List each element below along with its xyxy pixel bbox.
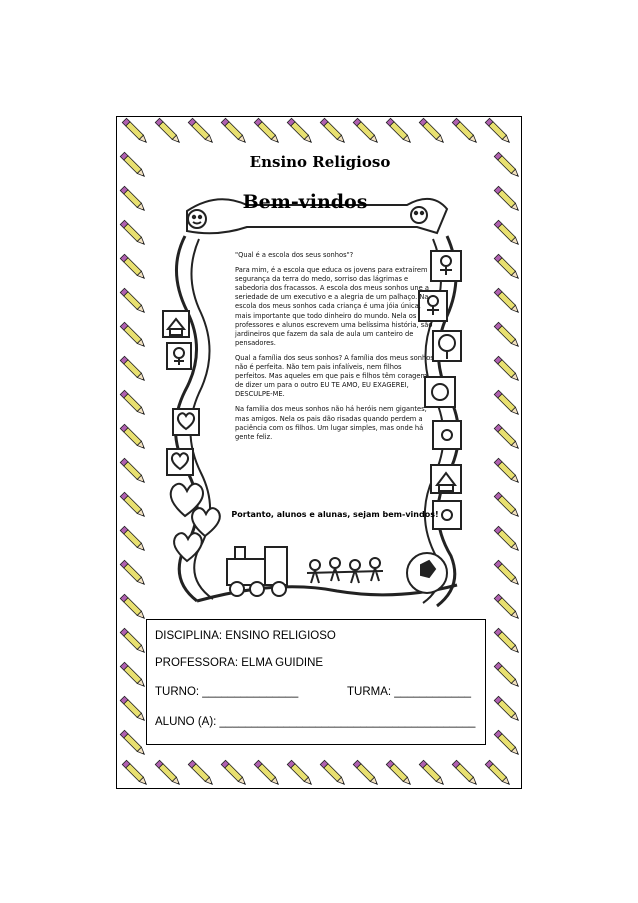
pencil-icon [120, 356, 146, 382]
page-title: Ensino Religioso [249, 153, 391, 171]
pencil-icon [494, 424, 520, 450]
pencil-icon [120, 560, 146, 586]
pencil-icon [287, 118, 313, 144]
class-field[interactable]: TURMA: ____________ [347, 686, 472, 698]
toy-train-icon [227, 547, 287, 596]
shift-field[interactable]: TURNO: _______________ [155, 686, 299, 698]
pencil-icon [494, 526, 520, 552]
pencil-icon [386, 760, 412, 786]
pencil-icon [485, 118, 511, 144]
pencil-icon [155, 760, 181, 786]
pencil-icon [494, 458, 520, 484]
pencil-icon [120, 186, 146, 212]
teacher-line: PROFESSORA: ELMA GUIDINE [155, 657, 324, 669]
pencil-icon [320, 760, 346, 786]
pencil-icon [320, 118, 346, 144]
pencil-icon [120, 424, 146, 450]
welcome-closing: Portanto, alunos e alunas, sejam bem-vindos! [231, 510, 439, 519]
paper-dolls-chain-icon [307, 558, 383, 583]
smiley-drawing-icon [167, 343, 191, 369]
pencil-icon [419, 760, 445, 786]
pencil-icon [494, 288, 520, 314]
pencil-icon [122, 760, 148, 786]
pencil-icon [494, 730, 520, 756]
house-drawing-icon-2 [431, 465, 461, 493]
welcome-letter [235, 251, 435, 448]
pencil-icon [494, 322, 520, 348]
welcome-banner-text: Bem-vindos [242, 191, 368, 213]
pencil-icon [419, 118, 445, 144]
pencil-icon [254, 118, 280, 144]
pencil-icon [494, 594, 520, 620]
pencil-icon [120, 662, 146, 688]
pencil-icon [452, 118, 478, 144]
pencil-icon [120, 730, 146, 756]
heart-icon [174, 533, 202, 561]
pencil-icon [494, 390, 520, 416]
pencil-icon [353, 760, 379, 786]
pencil-icon [120, 220, 146, 246]
pencil-icon [188, 760, 214, 786]
pencil-icon [485, 760, 511, 786]
student-info-box [146, 619, 486, 745]
worksheet-page [116, 116, 522, 789]
pencil-icon [494, 628, 520, 654]
pencil-icon [494, 254, 520, 280]
heart-drawing-icon-2 [167, 449, 193, 475]
pencil-icon [122, 118, 148, 144]
smiley-right-icon [411, 207, 427, 223]
pencil-icon [120, 322, 146, 348]
pencil-icon [287, 760, 313, 786]
pencil-icon [221, 760, 247, 786]
pencil-icon [494, 356, 520, 382]
pencil-icon [254, 760, 280, 786]
pencil-icon [494, 492, 520, 518]
pencil-icon [494, 662, 520, 688]
pencil-icon [120, 254, 146, 280]
heart-icon [192, 508, 220, 536]
pencil-icon [120, 526, 146, 552]
pencil-icon [494, 696, 520, 722]
pencil-icon [120, 628, 146, 654]
pencil-icon [120, 492, 146, 518]
student-name-field[interactable]: ALUNO (A): ________________________________________ [155, 716, 476, 728]
house-drawing-icon [163, 311, 189, 337]
letter-paragraph-1: Para mim, é a escola que educa os jovens para extraírem segurança da terra do medo, sorriso das lágrimas e sabedoria dos fracassos. A escola dos meus sonhos une a seriedade de um executivo e a alegria de um palhaço. Na escola dos meus sonhos cada criança é uma jóia única, mais importante que todo dinheiro do mundo. Nela os professores e alunos escrevem uma belíssima história, são jardineiros que fazem da sala de aula um canteiro de pensadores. [235, 266, 433, 347]
pencil-icon [494, 560, 520, 586]
pencil-icon [494, 220, 520, 246]
pencil-icon [120, 458, 146, 484]
smiley-left-icon [188, 210, 206, 228]
pencil-icon [155, 118, 181, 144]
pencil-icon [221, 118, 247, 144]
pencil-icon [494, 186, 520, 212]
pencil-icon [452, 760, 478, 786]
pencil-icon [120, 390, 146, 416]
letter-paragraph-2: Qual a família dos seus sonhos? A família dos meus sonhos não é perfeita. Não tem pais infalíveis, nem filhos perfeitos. Mas aqueles em que pais e filhos têm coragem de dizer um para o outro EU TE AMO, EU EXAGEREI, DESCULPE-ME. [235, 353, 434, 399]
pencil-icon [120, 594, 146, 620]
pencil-icon [188, 118, 214, 144]
soccer-ball-icon [407, 553, 447, 593]
pencil-icon [120, 288, 146, 314]
letter-question: "Qual é a escola dos seus sonhos"? [235, 251, 354, 259]
pencil-icon [353, 118, 379, 144]
pencil-icon [386, 118, 412, 144]
pencil-icon [120, 696, 146, 722]
letter-paragraph-3: Na família dos meus sonhos não há heróis nem gigantes, mas amigos. Nela os pais dão risadas quando perdem a paciência com os filhos. Um lugar simples, mas onde há gente feliz. [235, 405, 427, 441]
subject-line: DISCIPLINA: ENSINO RELIGIOSO [155, 630, 336, 642]
flower-drawing-icon [433, 421, 461, 449]
heart-drawing-icon [173, 409, 199, 435]
